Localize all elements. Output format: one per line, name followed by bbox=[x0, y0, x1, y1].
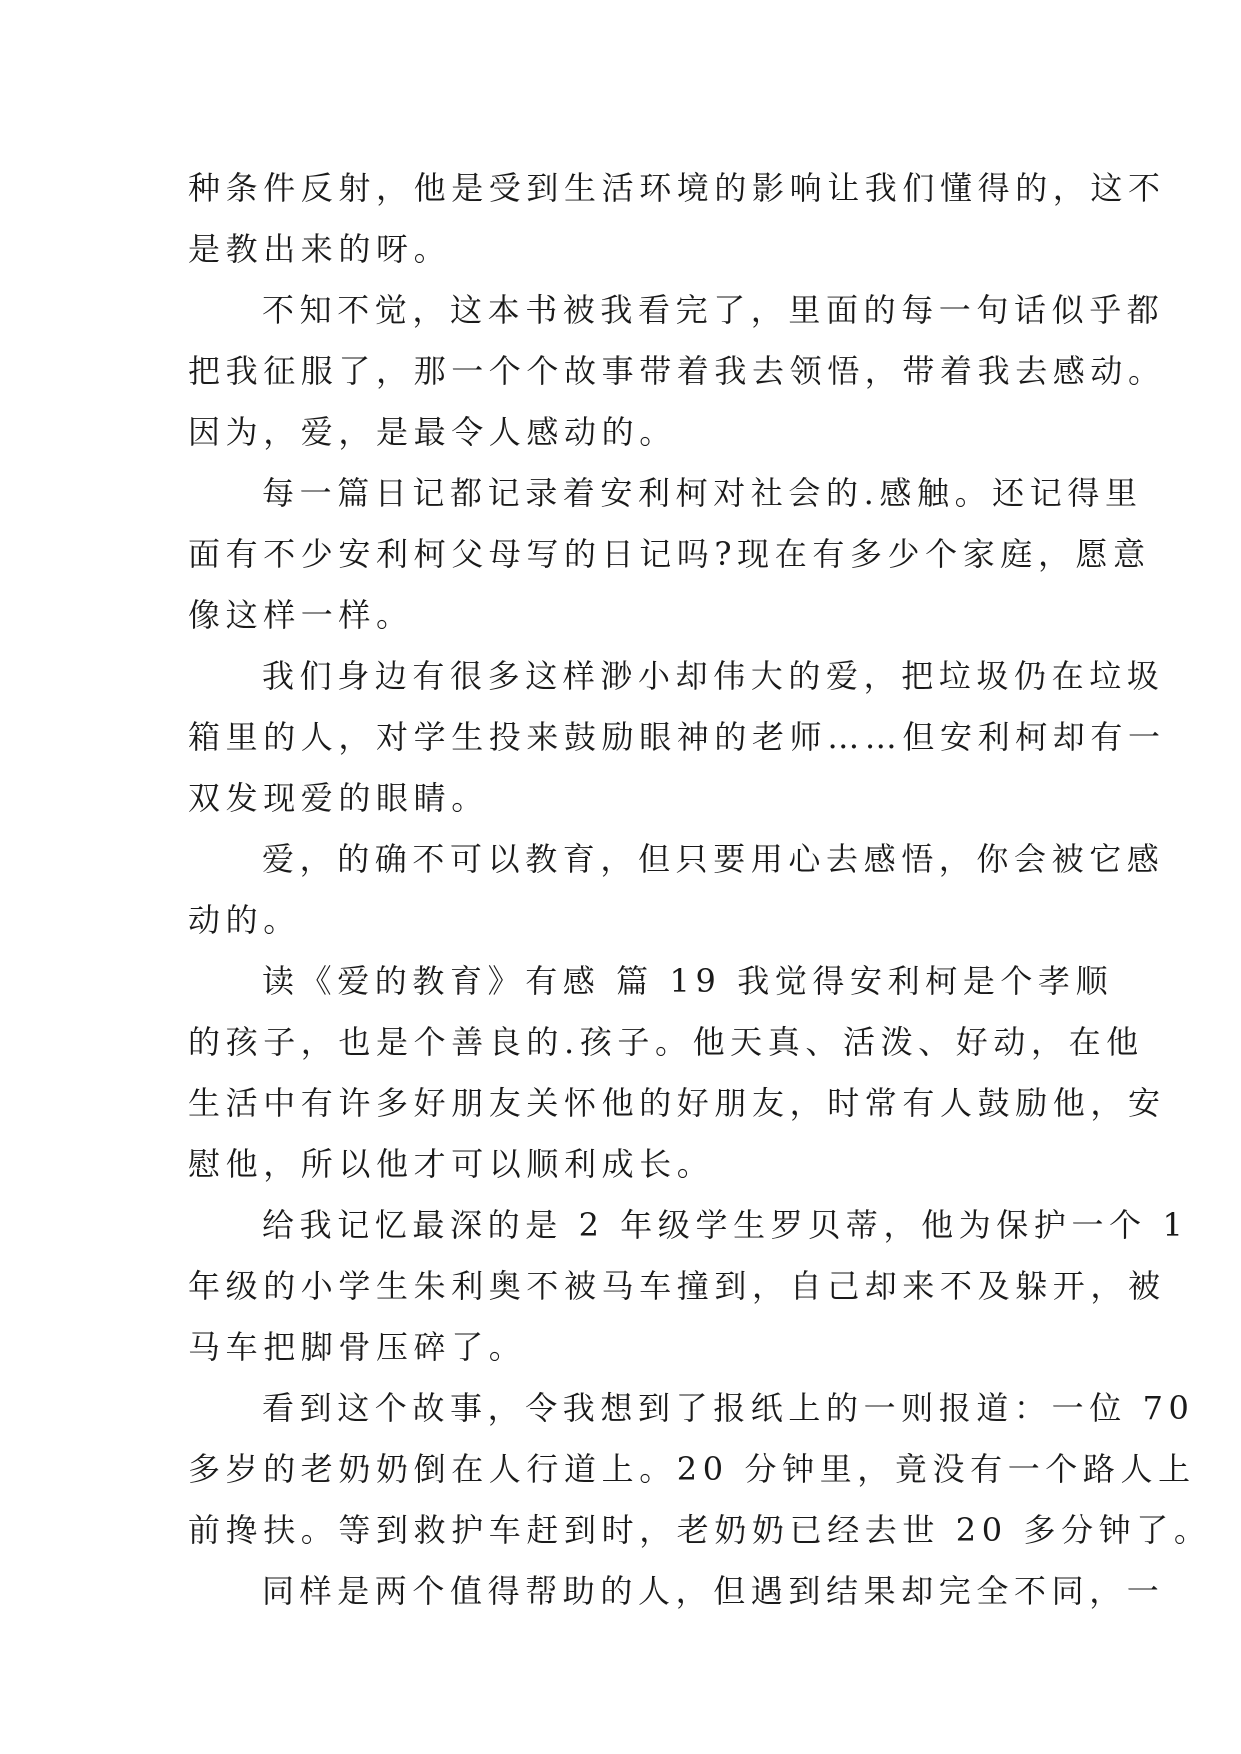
text-line: 种条件反射，他是受到生活环境的影响让我们懂得的，这不 bbox=[188, 169, 1166, 207]
text-line: 前搀扶。等到救护车赶到时，老奶奶已经去世 20 多分钟了。 bbox=[188, 1511, 1212, 1549]
text-line: 生活中有许多好朋友关怀他的好朋友，时常有人鼓励他，安 bbox=[188, 1084, 1166, 1122]
text-line: 的孩子，也是个善良的.孩子。他天真、活泼、好动，在他 bbox=[188, 1023, 1144, 1061]
text-line: 慰他，所以他才可以顺利成长。 bbox=[188, 1145, 715, 1183]
text-line: 我们身边有很多这样渺小却伟大的爱，把垃圾仍在垃圾 bbox=[262, 657, 1165, 695]
text-line: 多岁的老奶奶倒在人行道上。20 分钟里，竟没有一个路人上 bbox=[188, 1450, 1196, 1488]
text-line: 因为，爱，是最令人感动的。 bbox=[188, 413, 677, 451]
text-line: 双发现爱的眼睛。 bbox=[188, 779, 489, 817]
text-line: 每一篇日记都记录着安利柯对社会的.感触。还记得里 bbox=[262, 474, 1143, 512]
text-line: 读《爱的教育》有感 篇 19 我觉得安利柯是个孝顺 bbox=[262, 962, 1114, 1000]
document-body bbox=[188, 158, 1212, 1622]
text-line: 不知不觉，这本书被我看完了，里面的每一句话似乎都 bbox=[262, 291, 1165, 329]
text-line: 是教出来的呀。 bbox=[188, 230, 452, 268]
text-line: 同样是两个值得帮助的人，但遇到结果却完全不同，一 bbox=[262, 1572, 1165, 1610]
text-line: 像这样一样。 bbox=[188, 596, 414, 634]
text-line: 看到这个故事，令我想到了报纸上的一则报道：一位 70 bbox=[262, 1389, 1195, 1427]
text-line: 箱里的人，对学生投来鼓励眼神的老师……但安利柯却有一 bbox=[188, 718, 1166, 756]
text-line: 爱，的确不可以教育，但只要用心去感悟，你会被它感 bbox=[262, 840, 1165, 878]
text-line: 给我记忆最深的是 2 年级学生罗贝蒂，他为保护一个 1 bbox=[262, 1206, 1189, 1244]
text-line: 把我征服了，那一个个故事带着我去领悟，带着我去感动。 bbox=[188, 352, 1166, 390]
text-line: 动的。 bbox=[188, 901, 301, 939]
text-line: 面有不少安利柯父母写的日记吗?现在有多少个家庭，愿意 bbox=[188, 535, 1151, 573]
text-line: 马车把脚骨压碎了。 bbox=[188, 1328, 527, 1366]
text-line: 年级的小学生朱利奥不被马车撞到，自己却来不及躲开，被 bbox=[188, 1267, 1166, 1305]
